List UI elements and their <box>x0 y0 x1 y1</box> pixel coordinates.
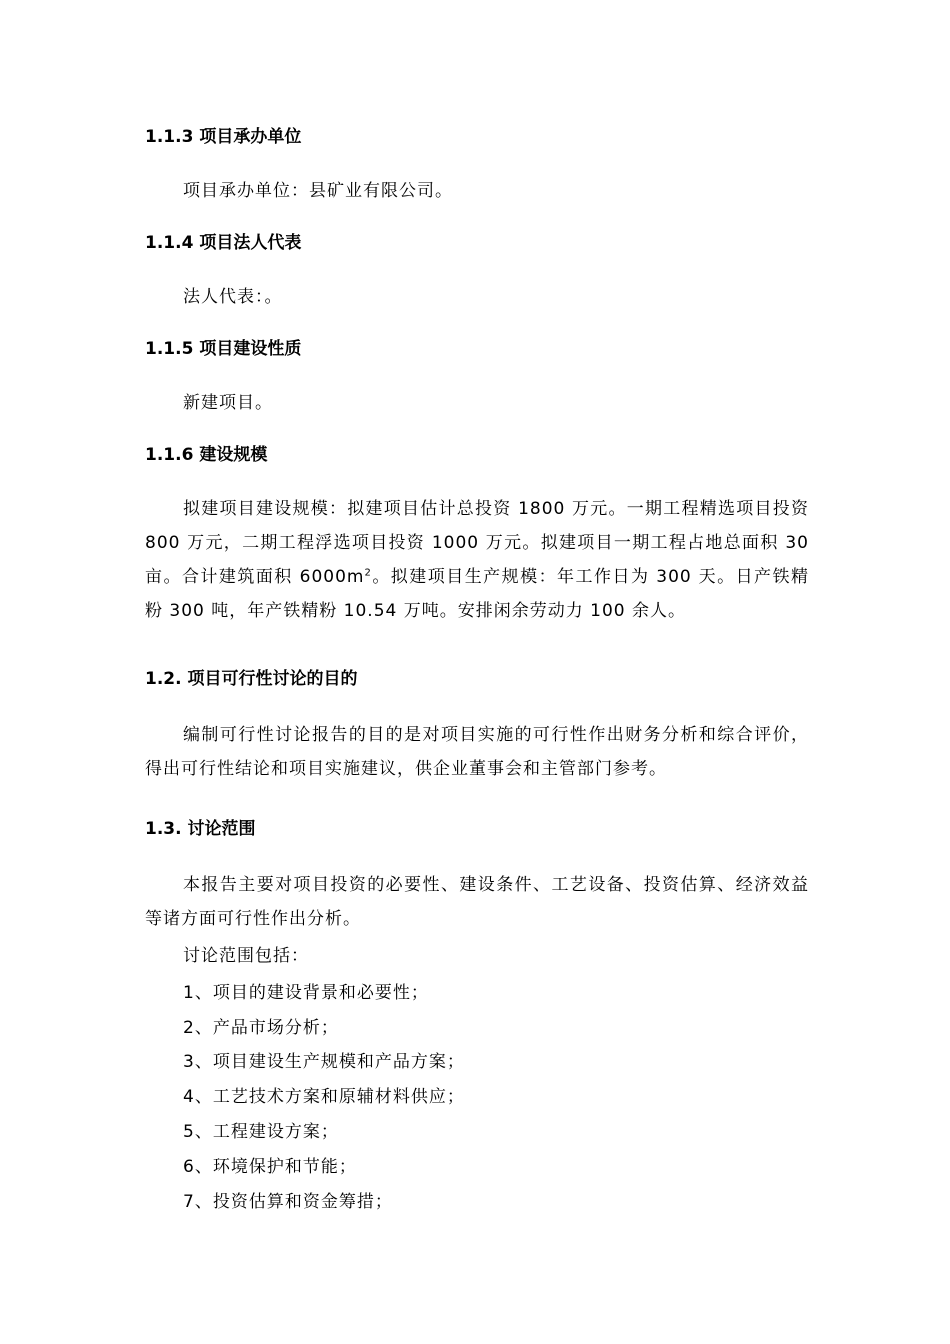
section-heading-1-2: 1.2. 项目可行性讨论的目的 <box>145 669 358 689</box>
area-unit-superscript: 2 <box>364 567 372 579</box>
scope-intro: 讨论范围包括： <box>183 946 309 966</box>
section-heading-1-1-4: 1.1.4 项目法人代表 <box>145 233 302 253</box>
section-heading-1-1-6: 1.1.6 建设规模 <box>145 445 268 465</box>
list-item: 3、项目建设生产规模和产品方案； <box>183 1052 465 1072</box>
list-item: 5、工程建设方案； <box>183 1122 339 1142</box>
list-item: 7、投资估算和资金筹措； <box>183 1192 393 1212</box>
section-body-1-1-6-part-a: 拟建项目建设规模：拟建项目估计总投资 1800 万元。一期工程精选项目投资 800 万元，二期工程浮选项目投资 1000 万元。拟建项目一期工程占地总面积 30 亩。合计建筑面积 6000m <box>145 499 809 587</box>
section-body-1-2: 编制可行性讨论报告的目的是对项目实施的可行性作出财务分析和综合评价，得出可行性结论和项目实施建议，供企业董事会和主管部门参考。 <box>145 725 809 779</box>
section-body-1-1-4: 法人代表：。 <box>183 287 283 307</box>
section-body-1-1-6-part-b: 。拟建项目生产规模：年工作日为 300 天。日产铁精粉 300 吨，年产铁精粉 10.54 万吨。安排闲余劳动力 100 余人。 <box>145 567 809 621</box>
section-body-1-1-6 <box>145 492 809 628</box>
section-heading-1-3: 1.3. 讨论范围 <box>145 819 256 839</box>
section-body-1-1-5: 新建项目。 <box>183 393 273 413</box>
list-item: 2、产品市场分析； <box>183 1018 339 1038</box>
section-heading-1-1-5: 1.1.5 项目建设性质 <box>145 339 302 359</box>
section-body-1-3: 本报告主要对项目投资的必要性、建设条件、工艺设备、投资估算、经济效益等诸方面可行性作出分析。 <box>145 875 809 929</box>
list-item: 6、环境保护和节能； <box>183 1157 357 1177</box>
list-item: 1、项目的建设背景和必要性； <box>183 983 429 1003</box>
list-item: 4、工艺技术方案和原辅材料供应； <box>183 1087 465 1107</box>
section-heading-1-1-3: 1.1.3 项目承办单位 <box>145 127 302 147</box>
section-body-1-1-3: 项目承办单位：县矿业有限公司。 <box>183 181 453 201</box>
